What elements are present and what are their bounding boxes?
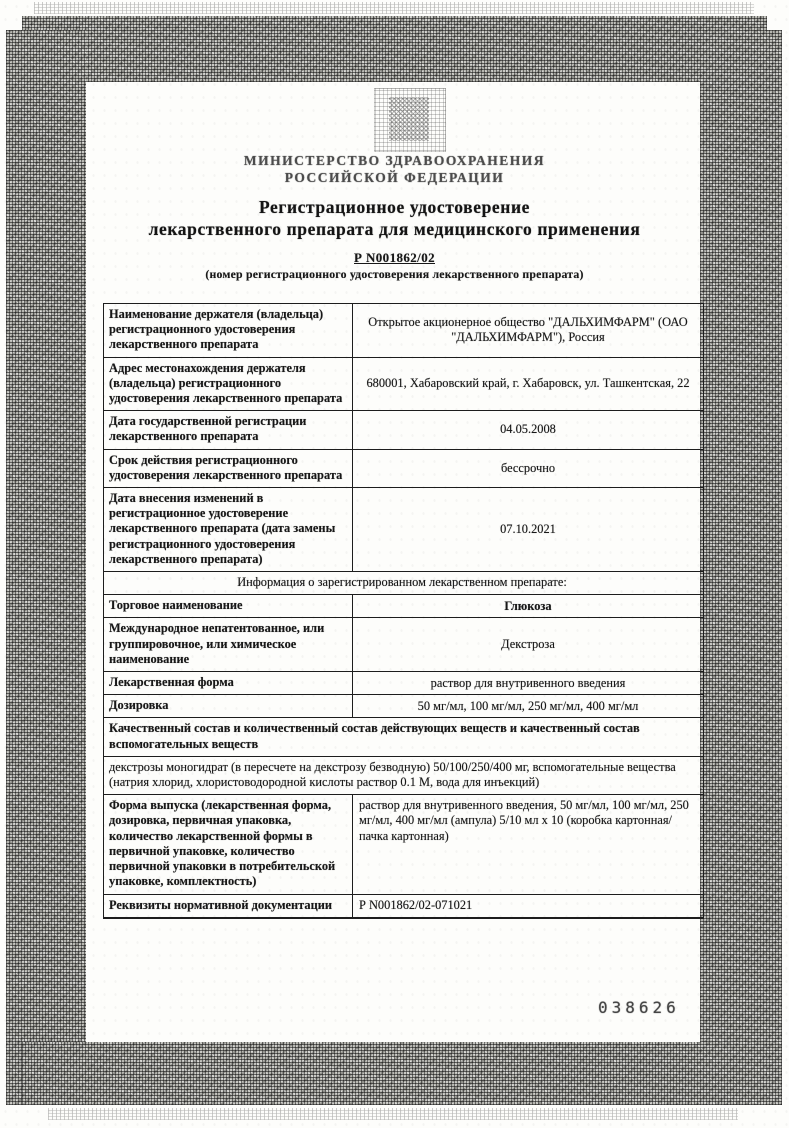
row-label: Торговое наименование (104, 595, 353, 617)
table-row-inn-name (104, 618, 703, 672)
coat-of-arms-emblem-core (389, 97, 429, 141)
row-value: 680001, Хабаровский край, г. Хабаровск, ул. Ташкентская, 22 (366, 376, 690, 391)
row-label: Форма выпуска (лекарственная форма, дозировка, первичная упаковка, количество лекарственной формы в первичной упаковке, количество первичной упаковки в потребительской упаковке, комплектность) (104, 795, 353, 893)
row-label: Реквизиты нормативной документации (104, 895, 353, 917)
row-value: Декстроза (501, 637, 555, 652)
registration-number: Р N001862/02 (354, 250, 435, 265)
table-row-release-form (104, 795, 703, 894)
guilloche-border-left (6, 30, 86, 1105)
composition-header-text: Качественный состав и количественный состав действующих веществ и качественный состав вспомогательных веществ (109, 721, 640, 751)
table-row-dosage-form (104, 672, 703, 695)
table-row-section-header (104, 572, 703, 595)
guilloche-border-bottom (22, 1042, 767, 1105)
guilloche-border-right (700, 30, 782, 1105)
scan-noise-strip-top (34, 2, 754, 14)
table-row-validity-period (104, 450, 703, 488)
document-title-line-2: лекарственного препарата для медицинского применения (148, 218, 641, 239)
scan-noise-strip-bottom (48, 1108, 738, 1120)
row-value: Глюкоза (504, 598, 552, 613)
table-row-dosage (104, 695, 703, 718)
row-value: 07.10.2021 (500, 521, 556, 536)
row-value: раствор для внутривенного введения (430, 675, 626, 690)
guilloche-border-top (22, 16, 767, 82)
row-value: 50 мг/мл, 100 мг/мл, 250 мг/мл, 400 мг/мл (417, 698, 639, 713)
ministry-line-2: РОССИЙСКОЙ ФЕДЕРАЦИИ (284, 170, 505, 185)
table-row-composition-detail (104, 757, 703, 795)
ministry-line-1: МИНИСТЕРСТВО ЗДРАВООХРАНЕНИЯ (243, 153, 546, 168)
row-label: Наименование держателя (владельца) регистрационного удостоверения лекарственного препарата (104, 304, 353, 357)
table-row-normative-docs (104, 895, 703, 917)
registration-number-caption: (номер регистрационного удостоверения лекарственного препарата) (205, 267, 584, 281)
table-row-holder-address (104, 358, 703, 412)
row-label: Международное непатентованное, или группировочное, или химическое наименование (104, 618, 353, 671)
row-value: 04.05.2008 (500, 422, 556, 437)
row-label: Дозировка (104, 695, 353, 717)
row-label: Адрес местонахождения держателя (владельца) регистрационного удостоверения лекарственного препарата (104, 358, 353, 411)
section-header-text: Информация о зарегистрированном лекарственном препарате: (237, 575, 567, 590)
row-value: Открытое акционерное общество "ДАЛЬХИМФАРМ" (ОАО "ДАЛЬХИМФАРМ"), Россия (368, 315, 688, 345)
row-label: Дата внесения изменений в регистрационное удостоверение лекарственного препарата (дата замены регистрационного удостоверения лекарственного препарата) (104, 488, 353, 571)
composition-detail-text: декстрозы моногидрат (в пересчете на декстрозу безводную) 50/100/250/400 мг, вспомогательные вещества (натрия хлорид, хлористоводородной кислоты раствор 0.1 М, вода для инъекций) (109, 759, 676, 790)
row-value: бессрочно (500, 460, 556, 475)
row-label: Дата государственной регистрации лекарственного препарата (104, 411, 353, 448)
table-row-amendment-date (104, 488, 703, 572)
row-label: Лекарственная форма (104, 672, 353, 694)
certificate-table (103, 303, 704, 919)
document-title (0, 197, 789, 240)
table-row-holder-name (104, 304, 703, 358)
table-row-registration-date (104, 411, 703, 449)
row-value: Р N001862/02-071021 (359, 898, 473, 912)
row-label: Срок действия регистрационного удостоверения лекарственного препарата (104, 450, 353, 487)
table-row-trade-name (104, 595, 703, 618)
serial-number: 038626 (598, 998, 680, 1017)
ministry-name (0, 152, 789, 186)
document-title-line-1: Регистрационное удостоверение (258, 197, 531, 217)
table-row-composition-header (104, 718, 703, 756)
row-value: раствор для внутривенного введения, 50 мг/мл, 100 мг/мл, 250 мг/мл, 400 мг/мл (ампула) 5/10 мл х 10 (коробка картонная/пачка картонная) (359, 798, 689, 843)
coat-of-arms-emblem (374, 88, 446, 152)
